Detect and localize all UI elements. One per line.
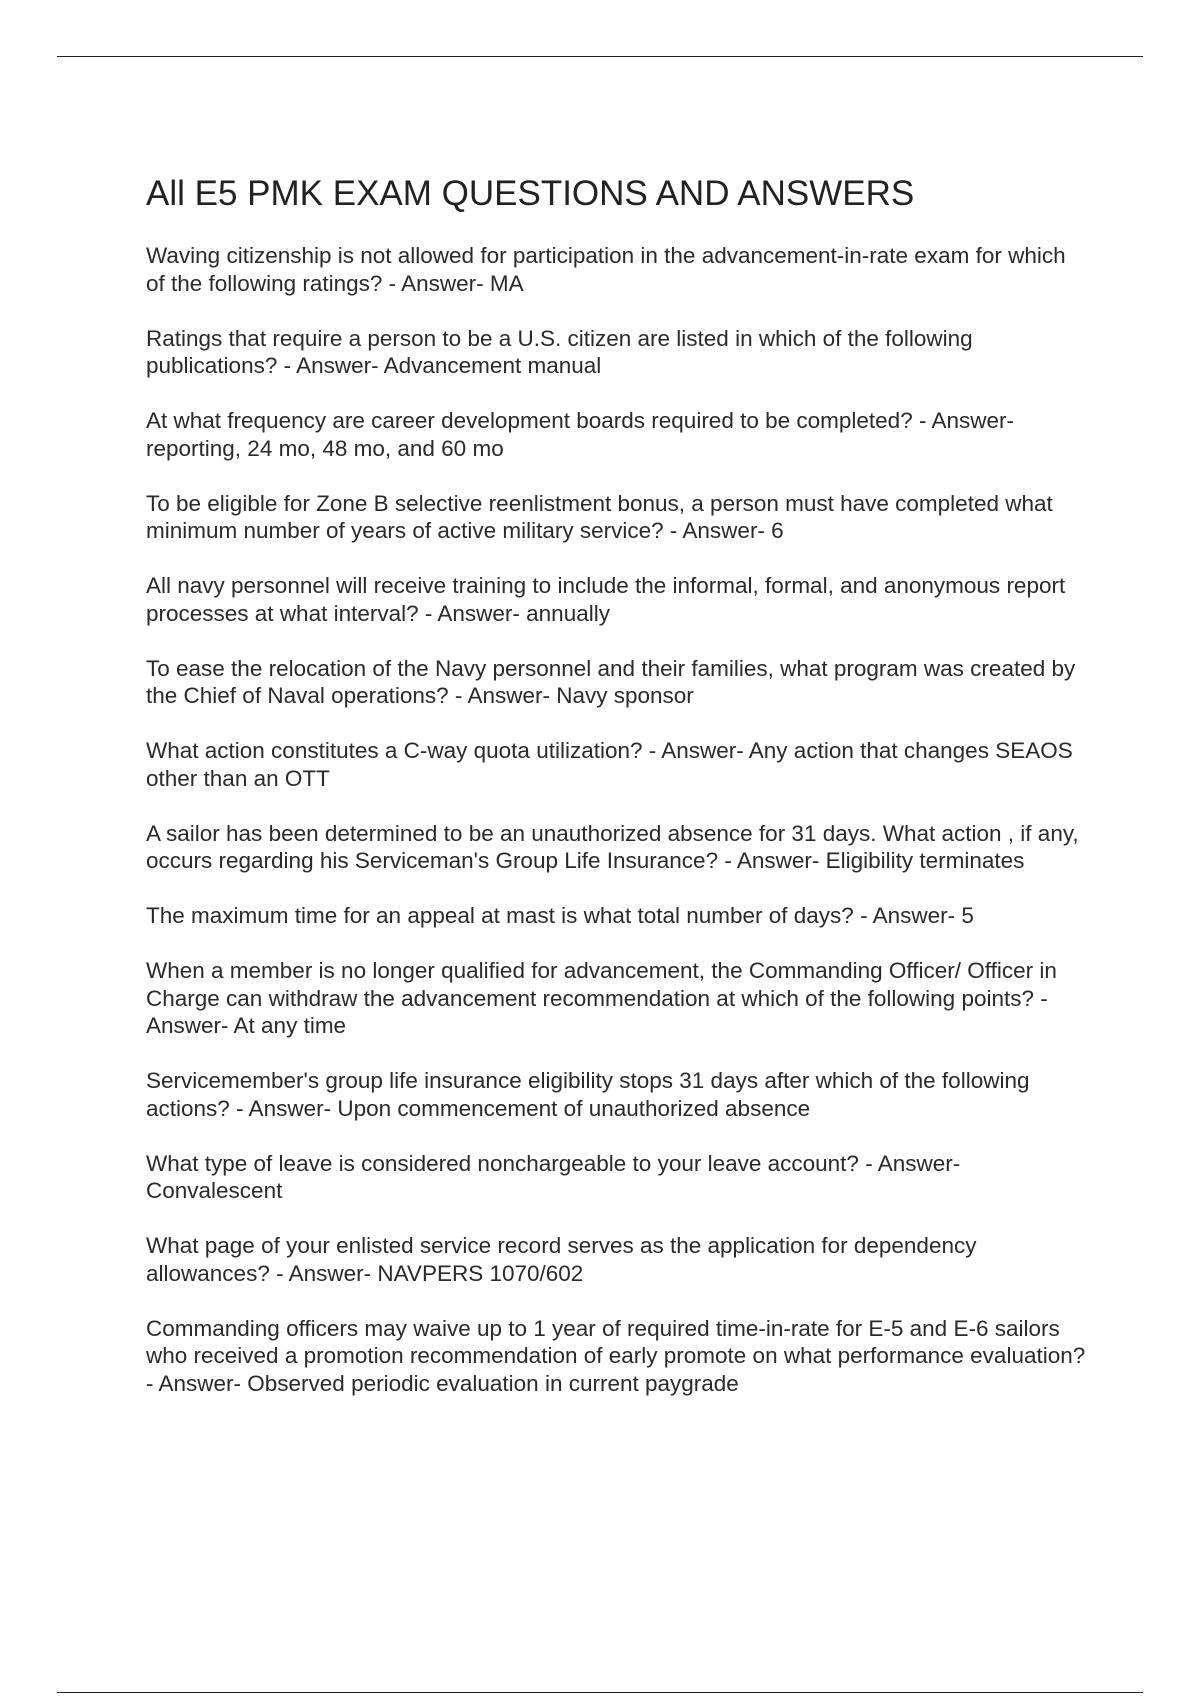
qa-item: Ratings that require a person to be a U.S. citizen are listed in which of the following publications? - Answer- Advancement manual bbox=[146, 325, 973, 378]
bottom-divider bbox=[57, 1692, 1143, 1693]
document-body bbox=[146, 172, 1086, 1425]
qa-item: What action constitutes a C-way quota utilization? - Answer- Any action that changes SEAOS other than an OTT bbox=[146, 738, 1073, 791]
qa-item: At what frequency are career development boards required to be completed? - Answer- reporting, 24 mo, 48 mo, and 60 mo bbox=[146, 408, 1014, 461]
qa-item: Waving citizenship is not allowed for participation in the advancement-in-rate exam for which of the following ratings? - Answer- MA bbox=[146, 243, 1066, 296]
qa-item: The maximum time for an appeal at mast is what total number of days? - Answer- 5 bbox=[146, 903, 974, 928]
qa-item: Commanding officers may waive up to 1 year of required time-in-rate for E-5 and E-6 sailors who received a promotion recommendation of early promote on what performance evaluation? - Answer- Observed periodic evaluation in current paygrade bbox=[146, 1315, 1086, 1396]
qa-item: To be eligible for Zone B selective reenlistment bonus, a person must have completed what minimum number of years of active military service? - Answer- 6 bbox=[146, 490, 1053, 543]
qa-item: What type of leave is considered nonchargeable to your leave account? - Answer- Convalescent bbox=[146, 1150, 961, 1203]
qa-item: To ease the relocation of the Navy personnel and their families, what program was created by the Chief of Naval operations? - Answer- Navy sponsor bbox=[146, 655, 1076, 708]
qa-item: What page of your enlisted service record serves as the application for dependency allowances? - Answer- NAVPERS 1070/602 bbox=[146, 1233, 977, 1286]
qa-item: When a member is no longer qualified for advancement, the Commanding Officer/ Officer in Charge can withdraw the advancement recommendation at which of the following points? - Answer- At any time bbox=[146, 958, 1057, 1038]
qa-item: A sailor has been determined to be an unauthorized absence for 31 days. What action , if any, occurs regarding his Serviceman's Group Life Insurance? - Answer- Eligibility terminates bbox=[146, 820, 1079, 873]
top-divider bbox=[57, 56, 1143, 57]
qa-item: Servicemember's group life insurance eligibility stops 31 days after which of the following actions? - Answer- Upon commencement of unauthorized absence bbox=[146, 1068, 1030, 1121]
qa-item: All navy personnel will receive training to include the informal, formal, and anonymous report processes at what interval? - Answer- annually bbox=[146, 573, 1066, 626]
document-title: All E5 PMK EXAM QUESTIONS AND ANSWERS bbox=[146, 174, 915, 213]
